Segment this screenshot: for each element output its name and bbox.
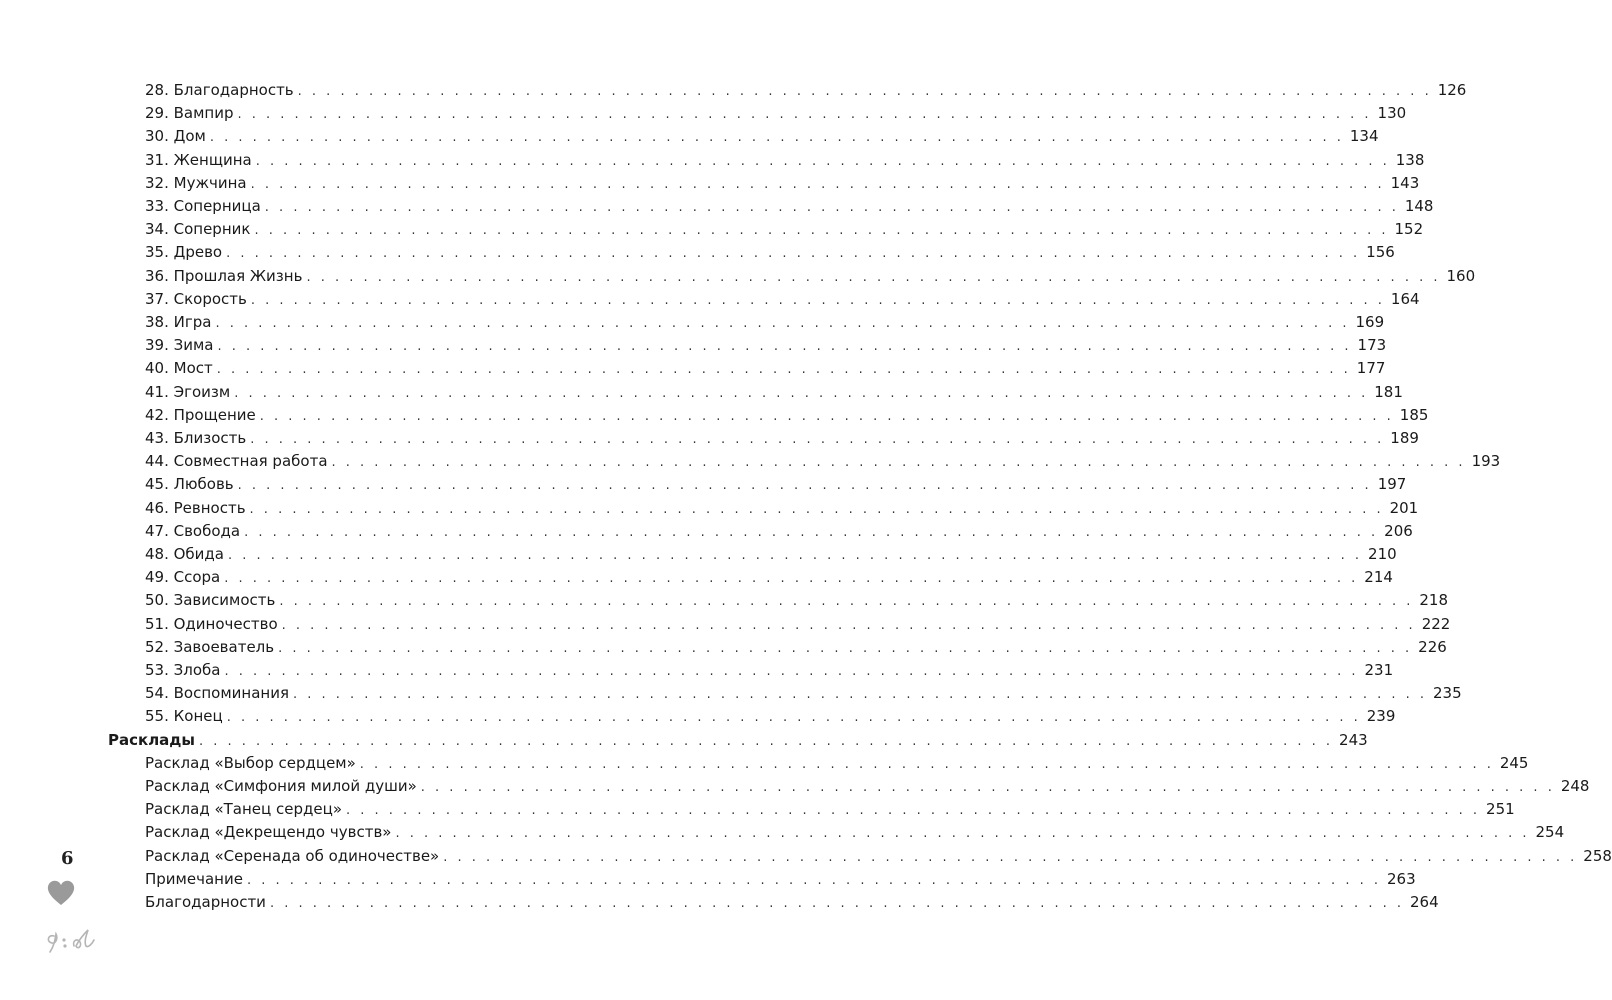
toc-entry-page: 197 xyxy=(1377,475,1407,494)
toc-entry-title: 52. Завоеватель xyxy=(145,637,275,656)
toc-leader-dots: . . . . . . . . . . . . . . . . . . . . . . . . . . . . . . . . . . . . . . . . . . . . . . . . . . . . . . . . . . . . . . . . . . . . . . . . . . . . . . . . xyxy=(255,153,1390,169)
toc-entry-title: 29. Вампир xyxy=(145,104,234,123)
toc-entry[interactable] xyxy=(145,265,1476,288)
toc-entry[interactable] xyxy=(145,752,1529,775)
toc-leader-dots: . . . . . . . . . . . . . . . . . . . . . . . . . . . . . . . . . . . . . . . . . . . . . . . . . . . . . . . . . . . . . . . . . . . . . . . . . . . . . . . . xyxy=(224,664,1359,679)
toc-entry-title: Расклад «Танец сердец» xyxy=(145,800,342,819)
toc-entry-page: 239 xyxy=(1366,707,1396,726)
toc-entry-title: 46. Ревность xyxy=(145,498,246,517)
toc-entry-page: 160 xyxy=(1446,266,1476,285)
toc-entry-page: 218 xyxy=(1419,591,1449,610)
toc-entry-title: 33. Соперница xyxy=(145,197,261,215)
toc-entry-page: 164 xyxy=(1390,289,1420,308)
toc-entry-title: Расклад «Декрещендо чувств» xyxy=(145,823,392,842)
toc-entry-page: 189 xyxy=(1390,429,1419,447)
toc-entry[interactable] xyxy=(145,404,1429,427)
toc-entry-title: 37. Скорость xyxy=(145,289,247,308)
toc-leader-dots: . . . . . . . . . . . . . . . . . . . . . . . . . . . . . . . . . . . . . . . . . . . . . . . . . . . . . . . . . . . . . . . . . . . . . . . . . . . . . . . . xyxy=(420,780,1555,795)
toc-entry[interactable] xyxy=(145,543,1397,566)
toc-entry[interactable] xyxy=(145,566,1393,589)
toc-entry-title: Расклад «Выбор сердцем» xyxy=(145,753,356,772)
toc-entry[interactable] xyxy=(145,149,1425,172)
toc-entry[interactable] xyxy=(145,381,1403,404)
toc-entry-page: 235 xyxy=(1433,684,1462,703)
toc-leader-dots: . . . . . . . . . . . . . . . . . . . . . . . . . . . . . . . . . . . . . . . . . . . . . . . . . . . . . . . . . . . . . . . . . . . . . . . . . . . . . . . . xyxy=(254,223,1389,239)
toc-entry-page: 181 xyxy=(1374,382,1403,401)
toc-entry[interactable] xyxy=(145,589,1449,612)
toc-leader-dots: . . . . . . . . . . . . . . . . . . . . . . . . . . . . . . . . . . . . . . . . . . . . . . . . . . . . . . . . . . . . . . . . . . . . . . . . . . . . . . . . xyxy=(198,733,1334,749)
toc-leader-dots: . . . . . . . . . . . . . . . . . . . . . . . . . . . . . . . . . . . . . . . . . . . . . . . . . . . . . . . . . . . . . . . . . . . . . . . . . . . . . . . . xyxy=(259,408,1394,424)
toc-leader-dots: . . . . . . . . . . . . . . . . . . . . . . . . . . . . . . . . . . . . . . . . . . . . . . . . . . . . . . . . . . . . . . . . . . . . . . . . . . . . . . . . xyxy=(237,478,1372,494)
toc-entry-page: 156 xyxy=(1366,243,1395,262)
toc-leader-dots: . . . . . . . . . . . . . . . . . . . . . . . . . . . . . . . . . . . . . . . . . . . . . . . . . . . . . . . . . . . . . . . . . . . . . . . . . . . . . . . . xyxy=(264,200,1399,215)
toc-leader-dots: . . . . . . . . . . . . . . . . . . . . . . . . . . . . . . . . . . . . . . . . . . . . . . . . . . . . . . . . . . . . . . . . . . . . . . . . . . . . . . . . xyxy=(395,826,1530,842)
toc-entry-title: 53. Злоба xyxy=(145,661,221,679)
toc-entry-title: 45. Любовь xyxy=(145,475,234,494)
toc-leader-dots: . . . . . . . . . . . . . . . . . . . . . . . . . . . . . . . . . . . . . . . . . . . . . . . . . . . . . . . . . . . . . . . . . . . . . . . . . . . . . . . . xyxy=(237,107,1372,123)
toc-entry[interactable] xyxy=(145,218,1424,241)
toc-entry[interactable] xyxy=(145,798,1515,821)
toc-leader-dots: . . . . . . . . . . . . . . . . . . . . . . . . . . . . . . . . . . . . . . . . . . . . . . . . . . . . . . . . . . . . . . . . . . . . . . . . . . . . . . . . xyxy=(226,710,1361,726)
toc-entry-page: 263 xyxy=(1386,869,1416,888)
toc-entry-title: Благодарности xyxy=(145,893,266,911)
toc-entry[interactable] xyxy=(145,821,1565,844)
toc-entry[interactable] xyxy=(145,427,1419,450)
toc-entry[interactable] xyxy=(145,241,1395,264)
toc-entry-title: 54. Воспоминания xyxy=(145,684,289,703)
toc-leader-dots: . . . . . . . . . . . . . . . . . . . . . . . . . . . . . . . . . . . . . . . . . . . . . . . . . . . . . . . . . . . . . . . . . . . . . . . . . . . . . . . . xyxy=(217,339,1352,355)
toc-entry-page: 173 xyxy=(1357,336,1387,355)
toc-entry-page: 185 xyxy=(1399,405,1429,424)
toc-leader-dots: . . . . . . . . . . . . . . . . . . . . . . . . . . . . . . . . . . . . . . . . . . . . . . . . . . . . . . . . . . . . . . . . . . . . . . . . . . . . . . . . xyxy=(279,594,1414,610)
toc-entry[interactable] xyxy=(145,450,1501,473)
toc-entry-page: 193 xyxy=(1471,452,1501,471)
toc-entry-title: 28. Благодарность xyxy=(145,81,294,99)
toc-entry-title: 42. Прощение xyxy=(145,405,256,424)
toc-entry-page: 152 xyxy=(1394,220,1424,239)
toc-entry-page: 206 xyxy=(1384,521,1413,540)
toc-entry-title: 47. Свобода xyxy=(145,521,241,540)
toc-entry-title: 36. Прошлая Жизнь xyxy=(145,266,303,285)
toc-entry-page: 264 xyxy=(1409,893,1439,911)
toc-entry-page: 177 xyxy=(1356,359,1386,378)
toc-entry[interactable] xyxy=(145,868,1416,891)
toc-leader-dots: . . . . . . . . . . . . . . . . . . . . . . . . . . . . . . . . . . . . . . . . . . . . . . . . . . . . . . . . . . . . . . . . . . . . . . . . . . . . . . . . xyxy=(215,316,1350,331)
toc-entry-title: Примечание xyxy=(145,869,243,888)
toc-leader-dots: . . . . . . . . . . . . . . . . . . . . . . . . . . . . . . . . . . . . . . . . . . . . . . . . . . . . . . . . . . . . . . . . . . . . . . . . . . . . . . . . xyxy=(306,269,1441,285)
toc-leader-dots: . . . . . . . . . . . . . . . . . . . . . . . . . . . . . . . . . . . . . . . . . . . . . . . . . . . . . . . . . . . . . . . . . . . . . . . . . . . . . . . . xyxy=(244,524,1379,540)
toc-section-heading[interactable] xyxy=(108,729,1368,752)
toc-leader-dots: . . . . . . . . . . . . . . . . . . . . . . . . . . . . . . . . . . . . . . . . . . . . . . . . . . . . . . . . . . . . . . . . . . . . . . . . . . . . . . . . xyxy=(224,571,1359,587)
toc-entry-page: 258 xyxy=(1583,846,1612,865)
toc-entry-page: 248 xyxy=(1560,777,1590,795)
toc-entry[interactable] xyxy=(145,497,1419,520)
toc-entry-title: 44. Совместная работа xyxy=(145,452,328,471)
toc-entry[interactable] xyxy=(145,172,1420,195)
toc-leader-dots: . . . . . . . . . . . . . . . . . . . . . . . . . . . . . . . . . . . . . . . . . . . . . . . . . . . . . . . . . . . . . . . . . . . . . . . . . . . . . . . . xyxy=(443,849,1578,865)
toc-leader-dots: . . . . . . . . . . . . . . . . . . . . . . . . . . . . . . . . . . . . . . . . . . . . . . . . . . . . . . . . . . . . . . . . . . . . . . . . . . . . . . . . xyxy=(234,385,1369,401)
toc-entry[interactable] xyxy=(145,288,1420,311)
toc-entry-title: 43. Близость xyxy=(145,429,247,447)
toc-entry[interactable] xyxy=(145,775,1590,798)
toc-leader-dots: . . . . . . . . . . . . . . . . . . . . . . . . . . . . . . . . . . . . . . . . . . . . . . . . . . . . . . . . . . . . . . . . . . . . . . . . . . . . . . . . xyxy=(209,130,1344,146)
toc-entry-title: 38. Игра xyxy=(145,313,212,331)
toc-leader-dots: . . . . . . . . . . . . . . . . . . . . . . . . . . . . . . . . . . . . . . . . . . . . . . . . . . . . . . . . . . . . . . . . . . . . . . . . . . . . . . . . xyxy=(346,803,1481,819)
toc-entry-title: Расклады xyxy=(108,730,195,749)
toc-entry-page: 148 xyxy=(1404,197,1434,215)
toc-entry-title: 51. Одиночество xyxy=(145,614,278,633)
toc-entry[interactable] xyxy=(145,613,1451,636)
toc-entry[interactable] xyxy=(145,636,1447,659)
toc-entry[interactable] xyxy=(145,195,1434,218)
toc-entry[interactable] xyxy=(145,311,1385,334)
toc-entry-page: 251 xyxy=(1486,800,1515,819)
toc-entry-title: 49. Ссора xyxy=(145,568,221,587)
toc-leader-dots: . . . . . . . . . . . . . . . . . . . . . . . . . . . . . . . . . . . . . . . . . . . . . . . . . . . . . . . . . . . . . . . . . . . . . . . . . . . . . . . . xyxy=(250,176,1385,192)
toc-entry-page: 201 xyxy=(1389,498,1419,517)
toc-leader-dots: . . . . . . . . . . . . . . . . . . . . . . . . . . . . . . . . . . . . . . . . . . . . . . . . . . . . . . . . . . . . . . . . . . . . . . . . . . . . . . . . xyxy=(331,455,1466,471)
toc-entry-page: 243 xyxy=(1339,730,1368,749)
toc-entry-title: 55. Конец xyxy=(145,707,223,726)
toc-leader-dots: . . . . . . . . . . . . . . . . . . . . . . . . . . . . . . . . . . . . . . . . . . . . . . . . . . . . . . . . . . . . . . . . . . . . . . . . . . . . . . . . xyxy=(249,501,1384,517)
toc-leader-dots: . . . . . . . . . . . . . . . . . . . . . . . . . . . . . . . . . . . . . . . . . . . . . . . . . . . . . . . . . . . . . . . . . . . . . . . . . . . . . . . . xyxy=(297,84,1432,99)
toc-leader-dots: . . . . . . . . . . . . . . . . . . . . . . . . . . . . . . . . . . . . . . . . . . . . . . . . . . . . . . . . . . . . . . . . . . . . . . . . . . . . . . . . xyxy=(359,756,1494,772)
toc-entry-title: 39. Зима xyxy=(145,336,214,355)
toc-entry-page: 214 xyxy=(1364,568,1393,587)
toc-entry-page: 222 xyxy=(1421,614,1451,633)
page-number: 6 xyxy=(61,848,74,869)
toc-entry-page: 126 xyxy=(1437,81,1467,99)
toc-entry[interactable] xyxy=(145,520,1413,543)
toc-entry[interactable] xyxy=(145,682,1462,705)
toc-entry-title: 30. Дом xyxy=(145,127,206,146)
toc-entry-page: 134 xyxy=(1349,127,1379,146)
toc-entry-title: 50. Зависимость xyxy=(145,591,276,610)
toc-entry[interactable] xyxy=(145,845,1612,868)
toc-entry-page: 130 xyxy=(1377,104,1407,123)
toc-entry[interactable] xyxy=(145,357,1386,380)
toc-entry-page: 169 xyxy=(1355,313,1385,331)
toc-entry-page: 210 xyxy=(1368,545,1397,563)
toc-entry-title: 48. Обида xyxy=(145,545,224,563)
toc-leader-dots: . . . . . . . . . . . . . . . . . . . . . . . . . . . . . . . . . . . . . . . . . . . . . . . . . . . . . . . . . . . . . . . . . . . . . . . . . . . . . . . . xyxy=(281,617,1416,633)
toc-entry-title: 32. Мужчина xyxy=(145,173,247,192)
toc-leader-dots: . . . . . . . . . . . . . . . . . . . . . . . . . . . . . . . . . . . . . . . . . . . . . . . . . . . . . . . . . . . . . . . . . . . . . . . . . . . . . . . . xyxy=(228,548,1363,563)
toc-entry[interactable] xyxy=(145,102,1407,125)
toc-entry[interactable] xyxy=(145,705,1396,728)
heart-icon xyxy=(46,878,76,908)
toc-entry[interactable] xyxy=(145,79,1467,102)
toc-entry-title: 34. Соперник xyxy=(145,220,251,239)
toc-entry[interactable] xyxy=(145,334,1387,357)
toc-entry[interactable] xyxy=(145,891,1439,914)
toc-entry[interactable] xyxy=(145,473,1407,496)
toc-entry-page: 245 xyxy=(1499,753,1529,772)
toc-leader-dots: . . . . . . . . . . . . . . . . . . . . . . . . . . . . . . . . . . . . . . . . . . . . . . . . . . . . . . . . . . . . . . . . . . . . . . . . . . . . . . . . xyxy=(246,872,1381,888)
toc-entry[interactable] xyxy=(145,125,1379,148)
toc-leader-dots: . . . . . . . . . . . . . . . . . . . . . . . . . . . . . . . . . . . . . . . . . . . . . . . . . . . . . . . . . . . . . . . . . . . . . . . . . . . . . . . . xyxy=(250,292,1385,308)
toc-entry-title: 41. Эгоизм xyxy=(145,382,231,401)
toc-entry-title: 40. Мост xyxy=(145,359,213,378)
toc-entry[interactable] xyxy=(145,659,1394,682)
toc-entry-title: Расклад «Симфония милой души» xyxy=(145,777,417,795)
toc-entry-title: Расклад «Серенада об одиночестве» xyxy=(145,846,440,865)
toc-entry-title: 31. Женщина xyxy=(145,150,252,169)
toc-entry-page: 138 xyxy=(1395,150,1425,169)
toc-entry-page: 226 xyxy=(1418,637,1447,656)
toc-entry-page: 231 xyxy=(1364,661,1394,679)
toc-leader-dots: . . . . . . . . . . . . . . . . . . . . . . . . . . . . . . . . . . . . . . . . . . . . . . . . . . . . . . . . . . . . . . . . . . . . . . . . . . . . . . . . xyxy=(250,432,1385,447)
toc-leader-dots: . . . . . . . . . . . . . . . . . . . . . . . . . . . . . . . . . . . . . . . . . . . . . . . . . . . . . . . . . . . . . . . . . . . . . . . . . . . . . . . . xyxy=(216,362,1351,378)
toc-leader-dots: . . . . . . . . . . . . . . . . . . . . . . . . . . . . . . . . . . . . . . . . . . . . . . . . . . . . . . . . . . . . . . . . . . . . . . . . . . . . . . . . xyxy=(269,896,1404,911)
toc-leader-dots: . . . . . . . . . . . . . . . . . . . . . . . . . . . . . . . . . . . . . . . . . . . . . . . . . . . . . . . . . . . . . . . . . . . . . . . . . . . . . . . . xyxy=(278,640,1413,656)
toc-entry-title: 35. Древо xyxy=(145,243,223,262)
toc-entry-page: 254 xyxy=(1535,823,1565,842)
toc-entry-page: 143 xyxy=(1390,173,1420,192)
toc-leader-dots: . . . . . . . . . . . . . . . . . . . . . . . . . . . . . . . . . . . . . . . . . . . . . . . . . . . . . . . . . . . . . . . . . . . . . . . . . . . . . . . . xyxy=(226,246,1361,262)
signature-doodle xyxy=(40,918,116,956)
toc-leader-dots: . . . . . . . . . . . . . . . . . . . . . . . . . . . . . . . . . . . . . . . . . . . . . . . . . . . . . . . . . . . . . . . . . . . . . . . . . . . . . . . . xyxy=(292,687,1428,703)
